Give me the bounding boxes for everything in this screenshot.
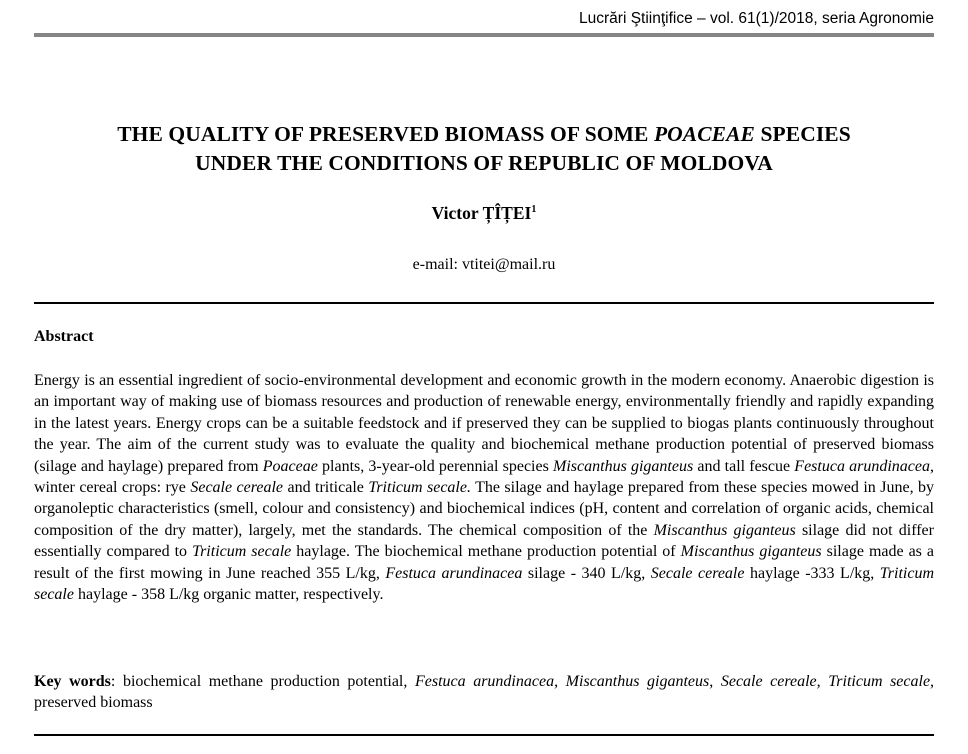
keywords-label: Key words — [34, 673, 111, 690]
text-segment: plants, 3-year-old perennial species — [317, 457, 554, 475]
header-rule — [34, 33, 934, 37]
text-segment: , — [709, 673, 721, 690]
species-name: Triticum secale — [34, 564, 935, 604]
text-segment: preserved biomass — [34, 694, 153, 712]
keywords-separator: : — [110, 673, 123, 690]
author-name: Victor ȚÎȚEI — [431, 203, 532, 223]
species-name: Secale cereale — [190, 479, 284, 497]
author-email: e-mail: vtitei@mail.ru — [412, 256, 556, 273]
species-name: Triticum secale — [192, 543, 292, 561]
text-segment: silage - 340 L/kg, — [522, 564, 651, 582]
text-segment: haylage -333 L/kg, — [744, 564, 880, 582]
text-segment: biochemical methane production potential, — [122, 673, 415, 690]
keywords-list — [34, 673, 934, 711]
section-rule-top — [34, 302, 934, 304]
journal-header: Lucrări Ştiinţifice – vol. 61(1)/2018, seria Agronomie — [579, 10, 934, 27]
species-name: Festuca arundinacea — [385, 564, 523, 582]
species-name: Miscanthus giganteus — [565, 673, 710, 690]
text-segment: and tall fescue — [693, 457, 795, 475]
text-segment: , — [554, 673, 566, 690]
species-name: Triticum secale. — [368, 479, 471, 497]
species-name: Miscanthus giganteus — [653, 521, 796, 539]
paper-title — [0, 120, 968, 178]
title-line-1-start: THE QUALITY OF PRESERVED BIOMASS OF SOME — [117, 122, 654, 146]
text-segment: and triticale — [283, 479, 369, 497]
species-name: Miscanthus giganteus — [553, 457, 694, 475]
species-name: Festuca arundinacea — [794, 457, 930, 475]
title-line-2: UNDER THE CONDITIONS OF REPUBLIC OF MOLDOVA — [195, 151, 773, 175]
title-line-1 — [0, 120, 968, 149]
species-name: Festuca arundinacea — [414, 673, 555, 690]
text-segment: haylage - 358 L/kg organic matter, respectively. — [73, 586, 384, 604]
affiliation-mark: 1 — [531, 204, 537, 216]
abstract-heading: Abstract — [34, 328, 94, 345]
text-segment: The silage and haylage prepared from these species mowed in June, by organoleptic characteristics (smell, colour and consistency) and biochemical indices (pH, content and correlation of organic acids, chemical composition of the dry matter), largely, met the standards. The chemical composition of the — [34, 479, 935, 539]
title-italic-poaceae: POACEAE — [653, 122, 755, 146]
author — [0, 203, 968, 224]
species-name: Secale cereale, — [720, 673, 821, 690]
species-name: Secale cereale — [650, 564, 745, 582]
text-segment: Energy is an essential ingredient of socio-environmental development and economic growth in the modern economy. Anaerobic digestion is an important way of making use of biomass resources and production of renewable energy, environmentally friendly and rapidly expanding in the latest years. Energy crops can be a suitable feedstock and if preserved they can be supplied to biogas plants continuously throughout the year. The aim of the current study was to evaluate the quality and biochemical methane production potential of preserved biomass (silage and haylage) prepared from — [34, 372, 934, 475]
title-line-1-end: SPECIES — [755, 122, 851, 146]
text-segment: haylage. The biochemical methane production potential of — [291, 543, 681, 561]
text-segment: , winter cereal crops: rye — [34, 457, 934, 497]
text-segment: silage made as a result of the first mowing in June reached 355 L/kg, — [34, 543, 935, 582]
abstract-body — [34, 370, 934, 605]
section-rule-bottom — [34, 734, 934, 736]
text-segment: silage did not differ essentially compared to — [34, 521, 934, 561]
species-name: Poaceae — [262, 457, 318, 475]
species-name: Miscanthus giganteus — [680, 543, 822, 561]
species-name: Triticum secale, — [828, 673, 935, 690]
keywords — [34, 671, 934, 714]
